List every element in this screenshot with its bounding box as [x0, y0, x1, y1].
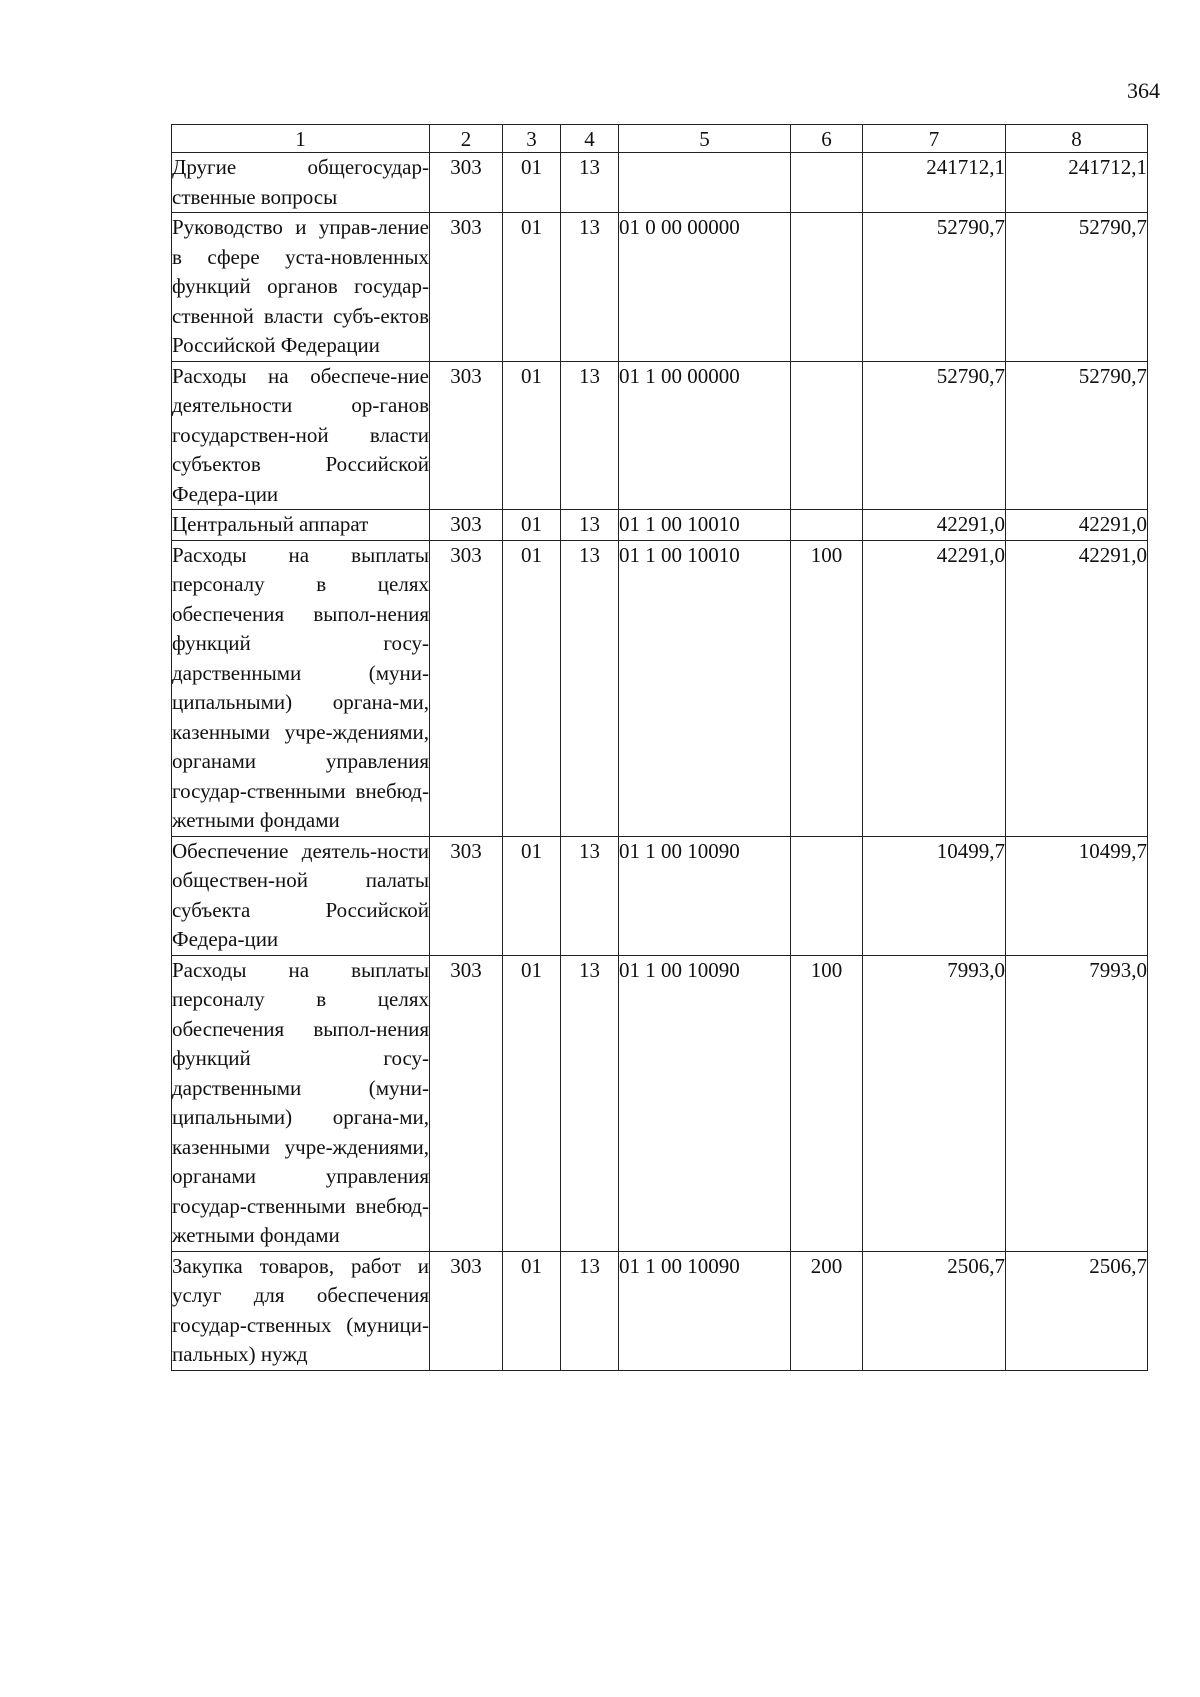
section-code: 01 [503, 836, 561, 955]
expense-type-code: 200 [791, 1251, 863, 1370]
amount-col7: 42291,0 [863, 540, 1006, 836]
column-header: 6 [791, 125, 863, 153]
subsection-code: 13 [561, 361, 619, 510]
table-row [172, 213, 1148, 362]
subsection-code: 13 [561, 955, 619, 1251]
subsection-code: 13 [561, 836, 619, 955]
ministry-code: 303 [430, 955, 503, 1251]
page-number: 364 [1127, 78, 1160, 103]
amount-col8: 10499,7 [1006, 836, 1148, 955]
expense-type-code [791, 836, 863, 955]
expense-type-code [791, 213, 863, 362]
subsection-code: 13 [561, 510, 619, 541]
subsection-code: 13 [561, 540, 619, 836]
amount-col8: 241712,1 [1006, 153, 1148, 213]
ministry-code: 303 [430, 361, 503, 510]
expense-name: Закупка товаров, работ и услуг для обеспечения государ-ственных (муници-пальных) нужд [172, 1251, 430, 1370]
subsection-code: 13 [561, 153, 619, 213]
table-row [172, 1251, 1148, 1370]
ministry-code: 303 [430, 1251, 503, 1370]
amount-col7: 2506,7 [863, 1251, 1006, 1370]
table-row [172, 955, 1148, 1251]
expense-name: Руководство и управ-ление в сфере уста-новленных функций органов государ-ственной власти субъ-ектов Российской Федерации [172, 213, 430, 362]
subsection-code: 13 [561, 213, 619, 362]
section-code: 01 [503, 153, 561, 213]
target-article-code: 01 0 00 00000 [619, 213, 791, 362]
column-header: 4 [561, 125, 619, 153]
ministry-code: 303 [430, 213, 503, 362]
expense-name: Центральный аппарат [172, 510, 430, 541]
expense-type-code [791, 361, 863, 510]
target-article-code: 01 1 00 10010 [619, 510, 791, 541]
target-article-code: 01 1 00 10090 [619, 955, 791, 1251]
amount-col7: 241712,1 [863, 153, 1006, 213]
expense-name: Другие общегосудар-ственные вопросы [172, 153, 430, 213]
expense-name: Расходы на выплаты персоналу в целях обеспечения выпол-нения функций госу-дарственными (муни-ципальными) органа-ми, казенными учре-ждениями, органами управления государ-ственными внебюд-жетными фондами [172, 955, 430, 1251]
ministry-code: 303 [430, 153, 503, 213]
section-code: 01 [503, 510, 561, 541]
amount-col8: 52790,7 [1006, 213, 1148, 362]
table-row [172, 510, 1148, 541]
expense-type-code [791, 510, 863, 541]
ministry-code: 303 [430, 836, 503, 955]
amount-col7: 52790,7 [863, 361, 1006, 510]
amount-col8: 42291,0 [1006, 540, 1148, 836]
table-row [172, 361, 1148, 510]
expense-name: Расходы на обеспече-ние деятельности ор-ганов государствен-ной власти субъектов Российской Федера-ции [172, 361, 430, 510]
ministry-code: 303 [430, 540, 503, 836]
expense-name: Обеспечение деятель-ности обществен-ной палаты субъекта Российской Федера-ции [172, 836, 430, 955]
section-code: 01 [503, 540, 561, 836]
expense-type-code [791, 153, 863, 213]
expense-type-code: 100 [791, 540, 863, 836]
amount-col8: 2506,7 [1006, 1251, 1148, 1370]
expense-type-code: 100 [791, 955, 863, 1251]
amount-col8: 7993,0 [1006, 955, 1148, 1251]
target-article-code: 01 1 00 10090 [619, 1251, 791, 1370]
column-header: 2 [430, 125, 503, 153]
amount-col7: 7993,0 [863, 955, 1006, 1251]
table-row [172, 836, 1148, 955]
section-code: 01 [503, 1251, 561, 1370]
amount-col8: 42291,0 [1006, 510, 1148, 541]
target-article-code: 01 1 00 10090 [619, 836, 791, 955]
table-header-row [172, 125, 1148, 153]
section-code: 01 [503, 213, 561, 362]
column-header: 8 [1006, 125, 1148, 153]
amount-col7: 10499,7 [863, 836, 1006, 955]
expense-name: Расходы на выплаты персоналу в целях обеспечения выпол-нения функций госу-дарственными (муни-ципальными) органа-ми, казенными учре-ждениями, органами управления государ-ственными внебюд-жетными фондами [172, 540, 430, 836]
target-article-code [619, 153, 791, 213]
table-row [172, 540, 1148, 836]
column-header: 3 [503, 125, 561, 153]
budget-table [171, 124, 1148, 1371]
section-code: 01 [503, 955, 561, 1251]
target-article-code: 01 1 00 00000 [619, 361, 791, 510]
amount-col7: 42291,0 [863, 510, 1006, 541]
column-header: 5 [619, 125, 791, 153]
amount-col7: 52790,7 [863, 213, 1006, 362]
target-article-code: 01 1 00 10010 [619, 540, 791, 836]
subsection-code: 13 [561, 1251, 619, 1370]
amount-col8: 52790,7 [1006, 361, 1148, 510]
column-header: 7 [863, 125, 1006, 153]
table-row [172, 153, 1148, 213]
ministry-code: 303 [430, 510, 503, 541]
column-header: 1 [172, 125, 430, 153]
section-code: 01 [503, 361, 561, 510]
